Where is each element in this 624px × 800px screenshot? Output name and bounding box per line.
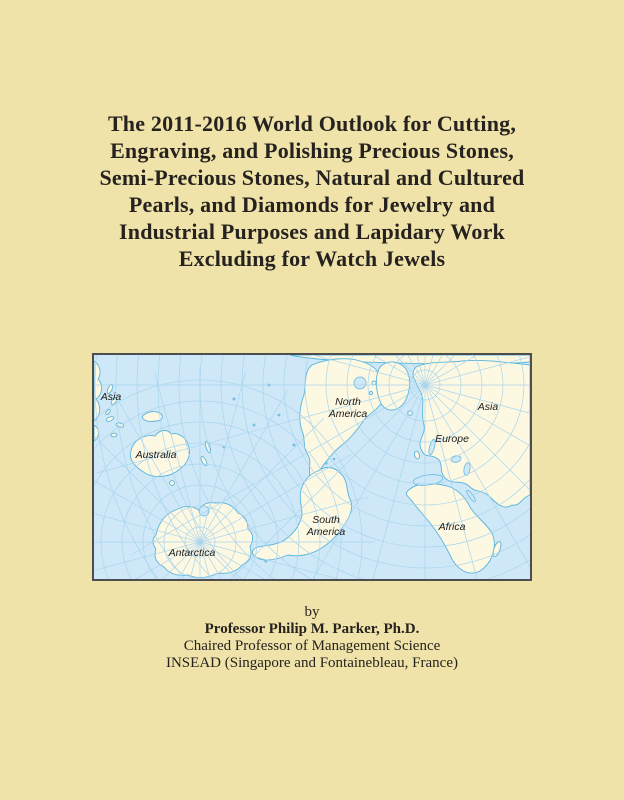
- byline-author: Professor Philip M. Parker, Ph.D.: [204, 621, 420, 637]
- island: [233, 398, 235, 400]
- byline-role: Chaired Professor of Management Science: [183, 638, 441, 654]
- island: [265, 560, 267, 562]
- book-title: [0, 0, 624, 272]
- label-australia: Australia: [135, 449, 177, 461]
- island: [253, 424, 255, 426]
- label-north-america: North: [335, 396, 361, 408]
- title-line: Industrial Purposes and Lapidary Work: [119, 219, 505, 244]
- island: [333, 458, 335, 460]
- label-north-america: America: [328, 408, 368, 420]
- label-asia-west: Asia: [100, 391, 122, 403]
- label-europe: Europe: [435, 433, 469, 445]
- island: [372, 381, 376, 385]
- title-line: Semi-Precious Stones, Natural and Cultured: [99, 165, 525, 190]
- label-antarctica: Antarctica: [168, 547, 216, 559]
- title-line: The 2011-2016 World Outlook for Cutting,: [107, 111, 517, 136]
- label-africa: Africa: [438, 521, 466, 533]
- island: [293, 444, 295, 446]
- island: [278, 414, 280, 416]
- sea-hudson-bay: [354, 377, 366, 389]
- world-map: [92, 353, 532, 581]
- land-tasmania: [170, 481, 175, 486]
- label-south-america: South: [312, 514, 340, 526]
- byline-institution: INSEAD (Singapore and Fontainebleau, France): [165, 655, 458, 671]
- island: [111, 433, 118, 438]
- byline-by: by: [304, 604, 320, 620]
- title-line: Pearls, and Diamonds for Jewelry and: [128, 192, 496, 217]
- title-line: Excluding for Watch Jewels: [178, 246, 446, 271]
- label-south-america: America: [306, 526, 346, 538]
- byline: [0, 604, 624, 672]
- island: [370, 392, 373, 395]
- label-asia-east: Asia: [477, 401, 499, 413]
- world-map-svg: [94, 355, 530, 579]
- island: [325, 462, 327, 464]
- title-line: Engraving, and Polishing Precious Stones,: [110, 138, 514, 163]
